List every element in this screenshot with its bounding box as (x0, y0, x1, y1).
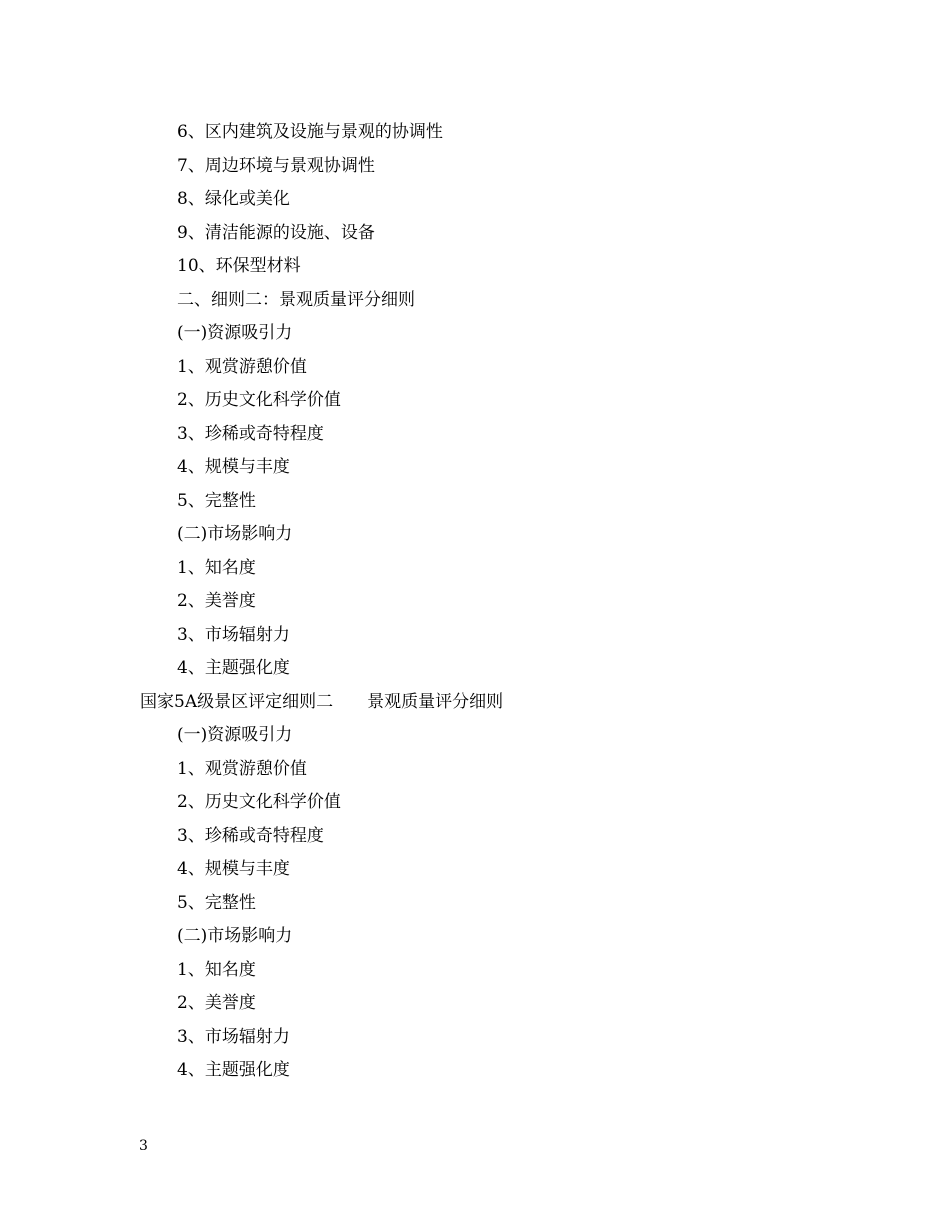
text-line: 4、规模与丰度 (177, 859, 290, 879)
body-text (0, 116, 950, 1088)
section-heading: 二、细则二：景观质量评分细则 (177, 289, 415, 310)
text-line: 7、周边环境与景观协调性 (177, 155, 375, 176)
subsection-heading: (一)资源吸引力 (177, 725, 293, 745)
text-line: 2、美誉度 (177, 993, 256, 1013)
text-line: 5、完整性 (177, 892, 256, 913)
text-line: 1、知名度 (177, 959, 256, 980)
subsection-heading: (二)市场影响力 (177, 926, 293, 946)
text-line: 4、主题强化度 (177, 1060, 290, 1080)
text-line: 3、市场辐射力 (177, 1026, 290, 1047)
text-line: 10、环保型材料 (177, 256, 301, 276)
text-line: 4、主题强化度 (177, 658, 290, 678)
page-number: 3 (139, 1138, 148, 1154)
text-line: 2、美誉度 (177, 591, 256, 611)
text-line: 3、珍稀或奇特程度 (177, 825, 324, 846)
text-line: 2、历史文化科学价值 (177, 792, 341, 812)
text-line: 9、清洁能源的设施、设备 (177, 222, 375, 243)
text-line: 3、市场辐射力 (177, 624, 290, 645)
subsection-heading: (二)市场影响力 (177, 524, 293, 544)
text-line: 1、知名度 (177, 557, 256, 578)
text-line: 6、区内建筑及设施与景观的协调性 (177, 122, 443, 142)
subsection-heading: (一)资源吸引力 (177, 323, 293, 343)
text-line: 4、规模与丰度 (177, 457, 290, 477)
text-line: 1、观赏游憩价值 (177, 758, 307, 779)
text-line: 1、观赏游憩价值 (177, 356, 307, 377)
text-line: 8、绿化或美化 (177, 189, 290, 209)
text-line: 2、历史文化科学价值 (177, 390, 341, 410)
text-line: 5、完整性 (177, 490, 256, 511)
section-title: 国家5A级景区评定细则二 景观质量评分细则 (140, 691, 504, 712)
text-line: 3、珍稀或奇特程度 (177, 423, 324, 444)
